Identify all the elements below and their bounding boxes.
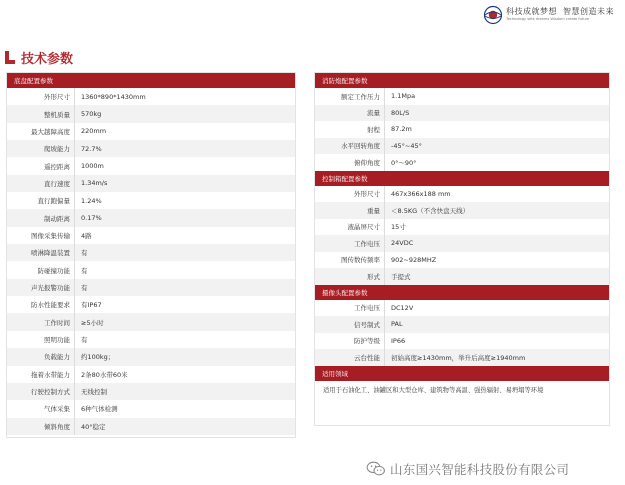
spec-value: DC12V — [384, 300, 413, 317]
spec-value: 有 — [74, 261, 88, 278]
spec-row — [7, 175, 295, 192]
spec-row — [315, 252, 609, 269]
spec-value: 467x366x188 mm — [384, 186, 451, 203]
spec-row — [7, 88, 295, 105]
page-title: 技术参数 — [21, 52, 74, 67]
spec-value: 初始高度≥1430mm，举升后高度≥1940mm — [384, 349, 525, 366]
spec-row — [315, 105, 609, 122]
spec-value: 1.1Mpa — [384, 88, 415, 105]
company-logo — [483, 5, 614, 25]
spec-row — [7, 313, 295, 330]
spec-label: 射程 — [367, 125, 380, 134]
spec-row — [7, 123, 295, 140]
spec-value: 约100kg； — [74, 348, 114, 365]
spec-label: 信号制式 — [354, 320, 380, 329]
spec-value: 有 — [74, 279, 88, 296]
spec-row — [7, 157, 295, 174]
spec-row — [315, 333, 609, 350]
spec-row — [7, 400, 295, 417]
spec-value: PAL — [384, 316, 403, 333]
applicable-section-title: 适用领域 — [315, 366, 609, 381]
spec-label: 水平回转角度 — [341, 142, 380, 151]
spec-label: 液晶屏尺寸 — [347, 223, 380, 232]
spec-value: 1000m — [74, 157, 104, 174]
spec-row — [7, 296, 295, 313]
spec-label: 图像采集传输 — [31, 231, 70, 240]
chassis-section-title: 底盘配置参数 — [7, 73, 295, 88]
spec-label: 照明功能 — [44, 335, 70, 344]
spec-label: 直行跑偏量 — [37, 197, 70, 206]
spec-row — [315, 268, 609, 285]
spec-value: 87.2m — [384, 121, 412, 138]
spec-label: 气体采集 — [44, 405, 70, 414]
spec-row — [7, 244, 295, 261]
spec-value: 4路 — [74, 227, 92, 244]
spec-row — [7, 366, 295, 383]
spec-row — [315, 186, 609, 203]
spec-row — [315, 138, 609, 155]
wechat-icon — [366, 461, 386, 477]
chassis-spec-list — [7, 88, 295, 435]
spec-label: 流量 — [367, 109, 380, 118]
spec-row — [7, 209, 295, 226]
spec-row — [7, 348, 295, 365]
spec-row — [315, 316, 609, 333]
spec-value: 1.24% — [74, 192, 102, 209]
spec-value: 80L/S — [384, 105, 409, 122]
spec-value: 0°～90° — [384, 154, 416, 171]
spec-label: 负载能力 — [44, 353, 70, 362]
spec-value: 6种气体检测 — [74, 400, 118, 417]
spec-value: 0.17% — [74, 209, 102, 226]
spec-row — [315, 121, 609, 138]
logo-slogan — [506, 8, 614, 16]
spec-value: 902~928MHZ — [384, 252, 436, 269]
spec-value: 24VDC — [384, 235, 413, 252]
spec-label: 整机质量 — [44, 110, 70, 119]
spec-row — [7, 192, 295, 209]
spec-value: 220mm — [74, 123, 106, 140]
spec-value: 1360*890*1430mm — [74, 88, 146, 105]
spec-label: 最大越障高度 — [31, 127, 70, 136]
spec-row — [7, 140, 295, 157]
spec-label: 俯仰角度 — [354, 158, 380, 167]
spec-row — [7, 279, 295, 296]
spec-value: IP66 — [384, 333, 405, 350]
section-title: 控制箱配置参数 — [315, 171, 609, 186]
spec-label: 喷淋降温装置 — [31, 249, 70, 258]
section-title: 消防炮配置参数 — [315, 73, 609, 88]
spec-value: 2条80水带60米 — [74, 366, 128, 383]
spec-value: 有 — [74, 331, 88, 348]
spec-label: 防碰撞功能 — [37, 266, 70, 275]
spec-label: 重量 — [367, 206, 380, 215]
spec-label: 图传数传频率 — [341, 256, 380, 265]
footer — [366, 460, 569, 478]
top-bar — [0, 0, 625, 30]
logo-slogan-1: 科技成就梦想 — [506, 7, 557, 17]
spec-label: 倾斜角度 — [44, 422, 70, 431]
spec-row — [315, 300, 609, 317]
page-heading — [5, 48, 73, 67]
spec-label: 工作电压 — [354, 304, 380, 313]
company-name: 山东国兴智能科技股份有限公司 — [390, 462, 570, 477]
spec-label: 制动距离 — [44, 214, 70, 223]
spec-value: -45°~45° — [384, 138, 422, 155]
spec-row — [315, 349, 609, 366]
spec-row — [315, 202, 609, 219]
spec-row — [7, 383, 295, 400]
spec-label: 外形尺寸 — [44, 93, 70, 102]
spec-value: 1.34m/s — [74, 175, 107, 192]
spec-label: 声光报警功能 — [31, 283, 70, 292]
equipment-spec-sections — [315, 73, 609, 366]
spec-label: 云台性能 — [354, 353, 380, 362]
spec-value: 无线控制 — [74, 383, 107, 400]
spec-label: 拖着水带能力 — [31, 370, 70, 379]
spec-label: 爬坡能力 — [44, 145, 70, 154]
spec-value: ＜8.5KG（不含快盘天线） — [384, 202, 469, 219]
spec-row — [315, 235, 609, 252]
spec-value: 570kg — [74, 105, 101, 122]
spec-row — [7, 105, 295, 122]
spec-label: 遥控距离 — [44, 162, 70, 171]
spec-label: 防水性能要求 — [31, 301, 70, 310]
spec-label: 工作电压 — [354, 239, 380, 248]
section-title: 摄像头配置参数 — [315, 285, 609, 300]
spec-value: 15寸 — [384, 219, 406, 236]
spec-value: 有 — [74, 244, 88, 261]
spec-row — [315, 219, 609, 236]
company-logo-icon — [483, 5, 503, 25]
spec-label: 直行速度 — [44, 179, 70, 188]
spec-label: 形式 — [367, 272, 380, 281]
spec-value: 手提式 — [384, 268, 411, 285]
spec-value: ≥5小时 — [74, 313, 104, 330]
logo-slogan-2: 智慧创造未来 — [563, 7, 614, 17]
spec-value: 40°稳定 — [74, 418, 106, 435]
spec-label: 工作时间 — [44, 318, 70, 327]
heading-marker — [5, 51, 15, 64]
spec-label: 行驶控制方式 — [31, 388, 70, 397]
spec-row — [7, 261, 295, 278]
logo-subtitle: Technology sets dreams Wisdom create future — [506, 17, 590, 22]
spec-row — [7, 227, 295, 244]
spec-label: 外形尺寸 — [354, 190, 380, 199]
spec-row — [7, 331, 295, 348]
equipment-spec-panel — [314, 72, 610, 426]
spec-value: 72.7% — [74, 140, 102, 157]
spec-row — [315, 154, 609, 171]
applicable-text: 适用于石油化工、油罐区和大型仓库、建筑物等高温、强热辐射、易坍塌等环境 — [323, 386, 544, 394]
spec-value: 有IP67 — [74, 296, 102, 313]
spec-label: 额定工作压力 — [341, 92, 380, 101]
spec-row — [315, 88, 609, 105]
spec-label: 防护等级 — [354, 337, 380, 346]
chassis-spec-panel — [6, 72, 296, 438]
spec-row — [7, 418, 295, 435]
